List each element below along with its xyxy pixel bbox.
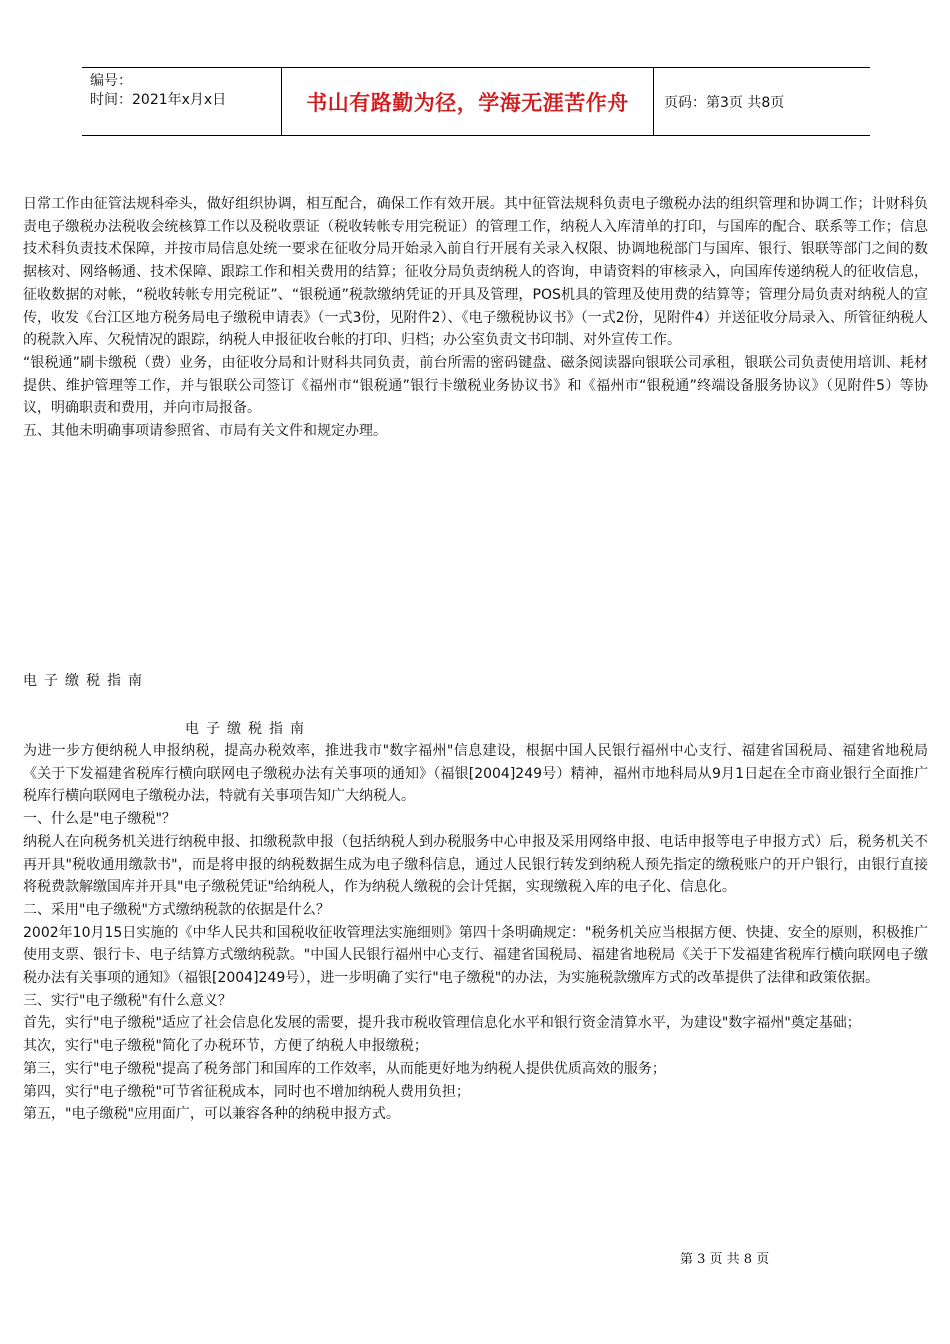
page-header bbox=[82, 67, 870, 136]
header-motto: 书山有路勤为径，学海无涯苦作舟 bbox=[282, 68, 654, 135]
paragraph: 其次，实行"电子缴税"简化了办税环节，方便了纳税人申报缴税； bbox=[23, 1038, 428, 1055]
section-title-inner: 电子缴税指南 bbox=[185, 721, 311, 737]
header-page-number: 页码：第3页 共8页 bbox=[664, 94, 785, 111]
paragraph: 第五，"电子缴税"应用面广，可以兼容各种的纳税申报方式。 bbox=[23, 1106, 400, 1123]
paragraph: 第四，实行"电子缴税"可节省征税成本，同时也不增加纳税人费用负担； bbox=[23, 1083, 470, 1100]
header-date: 时间：2021年x月x日 bbox=[90, 92, 227, 108]
paragraph: “银税通”刷卡缴税（费）业务，由征收分局和计财科共同负责，前台所需的密码键盘、磁条阅读器向银联公司承租，银联公司负责使用培训、耗材提供、维护管理等工作，并与银联公司签订《福州市“银税通”银行卡缴税业务协议书》和《福州市“银税通”终端设备服务协议》（见附件5）等协议，明确职责和费用，并向市局报备。 bbox=[23, 354, 928, 417]
question-heading: 二、采用"电子缴税"方式缴纳税款的依据是什么？ bbox=[23, 901, 330, 918]
section-guide bbox=[23, 740, 928, 1126]
header-meta bbox=[82, 68, 282, 135]
paragraph: 第三，实行"电子缴税"提高了税务部门和国库的工作效率，从而能更好地为纳税人提供优质高效的服务； bbox=[23, 1060, 666, 1077]
page-footer: 第 3 页 共 8 页 bbox=[680, 1252, 770, 1267]
paragraph: 2002年10月15日实施的《中华人民共和国税收征收管理法实施细则》第四十条明确规定："税务机关应当根据方便、快捷、安全的原则，积极推广使用支票、银行卡、电子结算方式缴纳税款。"中国人民银行福州中心支行、福建省国税局、福建省地税局《关于下发福建省税库行横向联网电子缴税办法有关事项的通知》（福银[2004]249号），进一步明确了实行"电子缴税"的办法，为实施税款缴库方式的改革提供了法律和政策依据。 bbox=[23, 924, 928, 987]
paragraph: 日常工作由征管法规科牵头，做好组织协调，相互配合，确保工作有效开展。其中征管法规科负责电子缴税办法的组织管理和协调工作；计财科负责电子缴税办法税收会统核算工作以及税收票证（税收转帐专用完税证）的管理工作，纳税人入库清单的打印，与国库的配合、联系等工作；信息技术科负责技术保障，并按市局信息处统一要求在征收分局开始录入前自行开展有关录入权限、协调地税部门与国库、银行、银联等部门之间的数据核对、网络畅通、技术保障、跟踪工作和相关费用的结算；征收分局负责纳税人的咨询，申请资料的审核录入，向国库传递纳税人的征收信息，征收数据的对帐，“税收转帐专用完税证”、“银税通”税款缴纳凭证的开具及管理，POS机具的管理及使用费的结算等；管理分局负责对纳税人的宣传，收发《台江区地方税务局电子缴税申请表》（一式3份，见附件2）、《电子缴税协议书》（一式2份，见附件4）并送征收分局录入、所管征纳税人的税款入库、欠税情况的跟踪，纳税人申报征收台帐的打印、归档；办公室负责文书印制、对外宣传工作。 bbox=[23, 196, 928, 349]
section-title-outer: 电子缴税指南 bbox=[23, 673, 149, 689]
section-responsibilities bbox=[23, 193, 928, 443]
header-number: 编号： bbox=[90, 73, 132, 89]
question-heading: 三、实行"电子缴税"有什么意义？ bbox=[23, 992, 232, 1009]
paragraph: 为进一步方便纳税人申报纳税，提高办税效率，推进我市"数字福州"信息建设，根据中国人民银行福州中心支行、福建省国税局、福建省地税局《关于下发福建省税库行横向联网电子缴税办法有关事项的通知》（福银[2004]249号）精神，福州市地科局从9月1日起在全市商业银行全面推广税库行横向联网电子缴税办法，特就有关事项告知广大纳税人。 bbox=[23, 743, 928, 805]
paragraph: 首先，实行"电子缴税"适应了社会信息化发展的需要，提升我市税收管理信息化水平和银行资金清算水平，为建设"数字福州"奠定基础； bbox=[23, 1015, 861, 1032]
question-heading: 一、什么是"电子缴税"？ bbox=[23, 811, 176, 828]
paragraph: 五、其他未明确事项请参照省、市局有关文件和规定办理。 bbox=[23, 423, 387, 440]
paragraph: 纳税人在向税务机关进行纳税申报、扣缴税款申报（包括纳税人到办税服务中心申报及采用网络申报、电话申报等电子申报方式）后，税务机关不再开具"税收通用缴款书"，而是将申报的纳税数据生成为电子缴科信息，通过人民银行转发到纳税人预先指定的缴税账户的开户银行，由银行直接将税费款解缴国库并开具"电子缴税凭证"给纳税人，作为纳税人缴税的会计凭据，实现缴税入库的电子化、信息化。 bbox=[23, 833, 928, 896]
